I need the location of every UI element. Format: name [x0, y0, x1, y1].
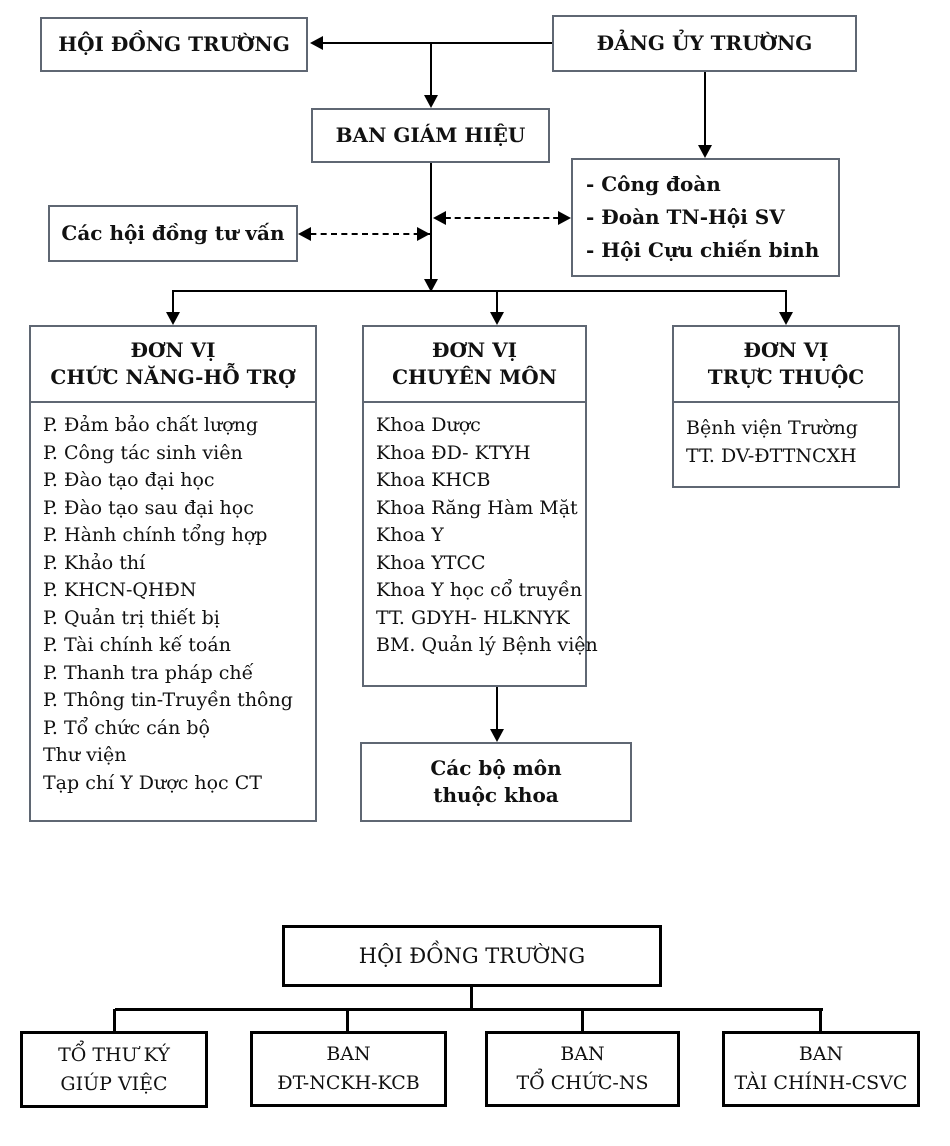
- functional-units-title-line1: ĐƠN VỊ: [130, 338, 216, 362]
- list-item: Khoa ĐD- KTYH: [376, 441, 531, 464]
- line-stub-board-to-chuc-ns: [581, 1009, 584, 1032]
- dashed-line-advisory-to-trunk: [300, 233, 430, 235]
- secretariat-team-line2: GIÚP VIỆC: [60, 1072, 168, 1095]
- list-item: P. Khảo thí: [43, 551, 146, 574]
- party-committee-label: ĐẢNG ỦY TRƯỜNG: [596, 31, 813, 55]
- arrowhead-down-into-rector-board: [424, 95, 438, 108]
- line-stub-secretariat: [113, 1009, 116, 1032]
- dashed-line-trunk-to-mass-organizations: [435, 217, 569, 219]
- functional-units-list: [31, 403, 315, 797]
- box-school-council-top: [40, 17, 308, 72]
- list-item: BM. Quản lý Bệnh viện: [376, 634, 598, 656]
- box-rector-board: [311, 108, 550, 163]
- list-item: P. Tài chính kế toán: [43, 634, 231, 656]
- mass-organization-item: - Đoàn TN-Hội SV: [586, 205, 785, 229]
- arrowhead-down-into-mass-organizations: [698, 145, 712, 158]
- list-item: Khoa KHCB: [376, 469, 491, 491]
- list-item: TT. GDYH- HLKNYK: [376, 606, 570, 629]
- box-secretariat-team: [20, 1031, 208, 1108]
- faculty-departments-line2: thuộc khoa: [433, 783, 559, 807]
- line-down-to-rector-board: [430, 44, 432, 97]
- arrowhead-right-into-mass-organizations: [558, 211, 571, 225]
- arrowhead-down-into-departments: [490, 729, 504, 742]
- line-drop-affiliated-units: [785, 292, 787, 313]
- line-professional-units-to-departments: [496, 687, 498, 730]
- line-council-connector: [115, 1008, 823, 1011]
- secretariat-team-line1: TỔ THƯ KÝ: [58, 1043, 170, 1066]
- line-council-trunk: [470, 987, 473, 1010]
- box-faculty-departments: [360, 742, 632, 822]
- list-item: P. KHCN-QHĐN: [43, 579, 197, 601]
- faculty-departments-line1: Các bộ môn: [430, 756, 562, 780]
- professional-units-list: [364, 403, 598, 660]
- list-item: Khoa Dược: [376, 414, 481, 436]
- column-affiliated-units: [672, 325, 900, 488]
- professional-units-title-line1: ĐƠN VỊ: [431, 338, 518, 362]
- board-tai-chinh-csvc-line2: TÀI CHÍNH-CSVC: [734, 1072, 908, 1094]
- box-board-to-chuc-ns: [485, 1031, 680, 1107]
- list-item: Khoa YTCC: [376, 551, 486, 574]
- affiliated-units-list: [674, 403, 898, 470]
- list-item: P. Hành chính tổng hợp: [43, 524, 268, 546]
- arrowhead-down-into-affiliated-units: [779, 312, 793, 325]
- professional-units-title-line2: CHUYÊN MÔN: [392, 365, 557, 389]
- affiliated-units-header: [674, 327, 898, 403]
- arrowhead-left-into-school-council: [310, 36, 323, 50]
- line-units-connector: [172, 290, 787, 292]
- list-item: P. Công tác sinh viên: [43, 441, 243, 464]
- functional-units-header: [31, 327, 315, 403]
- board-dt-nckh-kcb-line1: BAN: [326, 1043, 371, 1065]
- list-item: P. Thông tin-Truyền thông: [43, 689, 293, 711]
- list-item: P. Đảm bảo chất lượng: [43, 414, 259, 436]
- list-item: P. Tổ chức cán bộ: [43, 716, 210, 739]
- line-rector-board-trunk: [430, 163, 432, 281]
- box-school-council-bottom: [282, 925, 662, 987]
- line-drop-functional-units: [172, 292, 174, 313]
- line-party-to-council: [318, 42, 552, 44]
- box-advisory-councils: [48, 205, 298, 262]
- arrowhead-down-into-functional-units: [166, 312, 180, 325]
- functional-units-title-line2: CHỨC NĂNG-HỖ TRỢ: [50, 365, 296, 389]
- advisory-councils-label: Các hội đồng tư vấn: [61, 221, 285, 245]
- list-item: P. Đào tạo đại học: [43, 469, 215, 491]
- school-council-bottom-label: HỘI ĐỒNG TRƯỜNG: [358, 944, 586, 968]
- mass-organization-item: - Công đoàn: [586, 172, 721, 196]
- mass-organization-item: - Hội Cựu chiến binh: [586, 238, 820, 262]
- box-party-committee: [552, 15, 857, 72]
- arrowhead-left-into-advisory-councils: [298, 227, 311, 241]
- list-item: Thư viện: [43, 744, 127, 766]
- professional-units-header: [364, 327, 585, 403]
- board-tai-chinh-csvc-line1: BAN: [798, 1043, 844, 1065]
- board-to-chuc-ns-line2: TỔ CHỨC-NS: [516, 1072, 649, 1094]
- arrowhead-left-into-trunk: [433, 211, 446, 225]
- column-professional-units: [362, 325, 598, 687]
- line-stub-board-dt-nckh-kcb: [346, 1009, 349, 1032]
- list-item: P. Thanh tra pháp chế: [43, 661, 254, 684]
- list-item: TT. DV-ĐTTNCXH: [686, 444, 857, 467]
- list-item: Tạp chí Y Dược học CT: [43, 771, 262, 794]
- line-stub-board-tai-chinh-csvc: [819, 1009, 822, 1032]
- line-party-to-mass-organizations: [704, 72, 706, 147]
- list-item: Bệnh viện Trường: [686, 417, 858, 439]
- box-board-tai-chinh-csvc: [722, 1031, 920, 1107]
- line-drop-professional-units: [496, 292, 498, 313]
- list-item: Khoa Răng Hàm Mặt: [376, 496, 578, 519]
- list-item: P. Đào tạo sau đại học: [43, 496, 254, 519]
- affiliated-units-title-line2: TRỰC THUỘC: [707, 365, 865, 389]
- affiliated-units-title-line1: ĐƠN VỊ: [743, 338, 829, 362]
- list-item: P. Quản trị thiết bị: [43, 606, 220, 629]
- list-item: Khoa Y học cổ truyền: [376, 579, 583, 601]
- column-functional-units: [29, 325, 317, 822]
- list-item: Khoa Y: [376, 524, 444, 546]
- box-board-dt-nckh-kcb: [250, 1031, 447, 1107]
- board-to-chuc-ns-line1: BAN: [560, 1043, 605, 1065]
- arrowhead-right-into-trunk: [417, 227, 430, 241]
- rector-board-label: BAN GIÁM HIỆU: [335, 123, 526, 147]
- box-mass-organizations: [571, 158, 840, 277]
- school-council-top-label: HỘI ĐỒNG TRƯỜNG: [58, 32, 290, 56]
- board-dt-nckh-kcb-line2: ĐT-NCKH-KCB: [277, 1072, 420, 1094]
- arrowhead-down-into-professional-units: [490, 312, 504, 325]
